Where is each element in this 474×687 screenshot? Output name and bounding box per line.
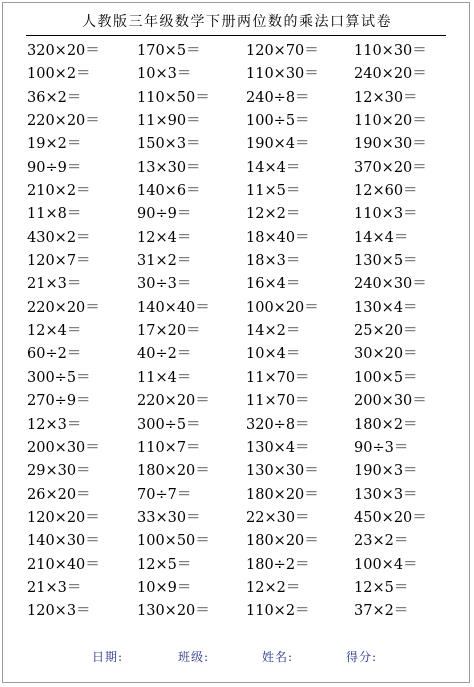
class-label: 班级: [178, 650, 210, 664]
problem-row [27, 437, 467, 460]
problem-row [27, 390, 467, 413]
problem-item: 70÷7＝ [137, 486, 192, 503]
problem-item: 180×20＝ [137, 463, 210, 480]
problem-row [27, 203, 467, 226]
problem-item: 13×30＝ [137, 159, 201, 176]
problem-item: 12×4＝ [137, 229, 192, 246]
problem-item: 300÷5＝ [27, 369, 91, 386]
problem-item: 90÷9＝ [137, 206, 192, 223]
problem-row [27, 507, 467, 530]
problem-row [27, 460, 467, 483]
problem-item: 180÷2＝ [246, 556, 310, 573]
problem-row [27, 40, 467, 63]
problem-item: 140×40＝ [137, 299, 210, 316]
problem-row [27, 180, 467, 203]
problem-item: 11×8＝ [27, 206, 82, 223]
problem-row [27, 227, 467, 250]
problem-item: 190×3＝ [354, 463, 418, 480]
page-title: 人教版三年级数学下册两位数的乘法口算试卷 [82, 14, 392, 30]
footer [0, 648, 474, 668]
problem-item: 11×5＝ [246, 183, 301, 200]
problem-item: 150×3＝ [137, 136, 201, 153]
problem-item: 270÷9＝ [27, 393, 91, 410]
problem-item: 170×5＝ [137, 43, 201, 59]
problem-item: 110×30＝ [354, 43, 427, 59]
problem-item: 120×20＝ [27, 509, 100, 526]
problem-item: 11×4＝ [137, 369, 192, 386]
problem-item: 40÷2＝ [137, 346, 192, 363]
problem-item: 100×50＝ [137, 533, 210, 550]
problem-item: 10×9＝ [137, 579, 192, 596]
problem-item: 190×30＝ [354, 136, 427, 153]
problem-item: 120×7＝ [27, 253, 91, 270]
problem-row [27, 87, 467, 110]
problem-item: 30÷3＝ [137, 276, 192, 293]
problem-item: 130×3＝ [354, 486, 418, 503]
problem-item: 130×4＝ [354, 299, 418, 316]
problem-row [27, 110, 467, 133]
problem-item: 18×3＝ [246, 253, 301, 270]
problem-row [27, 577, 467, 600]
problem-item: 22×30＝ [246, 509, 310, 526]
problem-item: 220×20＝ [27, 113, 100, 130]
problem-item: 180×2＝ [354, 416, 418, 433]
problem-item: 12×60＝ [354, 183, 418, 200]
problem-item: 200×30＝ [354, 393, 427, 410]
problem-item: 100×20＝ [246, 299, 319, 316]
problem-item: 29×30＝ [27, 463, 91, 480]
problem-item: 130×30＝ [246, 463, 319, 480]
problem-item: 18×40＝ [246, 229, 310, 246]
problem-item: 220×20＝ [27, 299, 100, 316]
problem-item: 33×30＝ [137, 509, 201, 526]
problem-row [27, 414, 467, 437]
problem-item: 12×2＝ [246, 206, 301, 223]
problem-item: 110×30＝ [246, 66, 319, 83]
problem-item: 26×20＝ [27, 486, 91, 503]
problem-item: 120×70＝ [246, 43, 319, 59]
problem-item: 240÷8＝ [246, 89, 310, 106]
problem-item: 100×4＝ [354, 556, 418, 573]
problem-grid [27, 40, 467, 624]
problem-item: 370×20＝ [354, 159, 427, 176]
problem-item: 130×4＝ [246, 439, 310, 456]
problem-item: 60÷2＝ [27, 346, 82, 363]
problem-row [27, 484, 467, 507]
problem-row [27, 600, 467, 623]
problem-item: 220×20＝ [137, 393, 210, 410]
problem-item: 21×3＝ [27, 579, 82, 596]
problem-item: 130×20＝ [137, 603, 210, 620]
problem-item: 240×20＝ [354, 66, 427, 83]
name-label: 姓名: [262, 650, 294, 664]
problem-item: 180×20＝ [246, 486, 319, 503]
problem-item: 110×50＝ [137, 89, 210, 106]
problem-item: 37×2＝ [354, 603, 409, 620]
problem-row [27, 343, 467, 366]
problem-item: 110×7＝ [137, 439, 201, 456]
problem-item: 450×20＝ [354, 509, 427, 526]
problem-item: 180×20＝ [246, 533, 319, 550]
problem-item: 90÷9＝ [27, 159, 82, 176]
problem-row [27, 367, 467, 390]
title-underline [26, 35, 446, 36]
problem-row [27, 273, 467, 296]
problem-item: 12×2＝ [246, 579, 301, 596]
problem-item: 320×20＝ [27, 43, 100, 59]
problem-item: 31×2＝ [137, 253, 192, 270]
problem-item: 240×30＝ [354, 276, 427, 293]
problem-item: 430×2＝ [27, 229, 91, 246]
problem-item: 25×20＝ [354, 323, 418, 340]
score-label: 得分: [346, 650, 378, 664]
problem-item: 11×90＝ [137, 113, 201, 130]
problem-item: 11×70＝ [246, 369, 310, 386]
problem-item: 90÷3＝ [354, 439, 409, 456]
date-label: 日期: [92, 650, 124, 664]
problem-item: 140×30＝ [27, 533, 100, 550]
problem-item: 140×6＝ [137, 183, 201, 200]
problem-item: 12×5＝ [354, 579, 409, 596]
problem-item: 16×4＝ [246, 276, 301, 293]
problem-item: 210×40＝ [27, 556, 100, 573]
problem-row [27, 297, 467, 320]
problem-item: 14×4＝ [246, 159, 301, 176]
problem-item: 300÷5＝ [137, 416, 201, 433]
problem-item: 110×2＝ [246, 603, 310, 620]
problem-row [27, 320, 467, 343]
problem-item: 23×2＝ [354, 533, 409, 550]
problem-item: 12×5＝ [137, 556, 192, 573]
problem-item: 11×70＝ [246, 393, 310, 410]
problem-item: 12×4＝ [27, 323, 82, 340]
problem-item: 17×20＝ [137, 323, 201, 340]
problem-row [27, 250, 467, 273]
problem-item: 12×3＝ [27, 416, 82, 433]
problem-item: 14×4＝ [354, 229, 409, 246]
problem-item: 110×3＝ [354, 206, 418, 223]
problem-row [27, 133, 467, 156]
problem-item: 10×3＝ [137, 66, 192, 83]
problem-item: 100×2＝ [27, 66, 91, 83]
problem-item: 130×5＝ [354, 253, 418, 270]
problem-row [27, 554, 467, 577]
problem-item: 200×30＝ [27, 439, 100, 456]
problem-item: 100×5＝ [354, 369, 418, 386]
problem-row [27, 530, 467, 553]
problem-item: 12×30＝ [354, 89, 418, 106]
problem-item: 21×3＝ [27, 276, 82, 293]
problem-item: 36×2＝ [27, 89, 82, 106]
problem-item: 210×2＝ [27, 183, 91, 200]
problem-item: 190×4＝ [246, 136, 310, 153]
problem-item: 14×2＝ [246, 323, 301, 340]
problem-row [27, 63, 467, 86]
problem-item: 100÷5＝ [246, 113, 310, 130]
problem-row [27, 157, 467, 180]
problem-item: 19×2＝ [27, 136, 82, 153]
problem-item: 120×3＝ [27, 603, 91, 620]
problem-item: 110×20＝ [354, 113, 427, 130]
problem-item: 30×20＝ [354, 346, 418, 363]
problem-item: 320÷8＝ [246, 416, 310, 433]
problem-item: 10×4＝ [246, 346, 301, 363]
